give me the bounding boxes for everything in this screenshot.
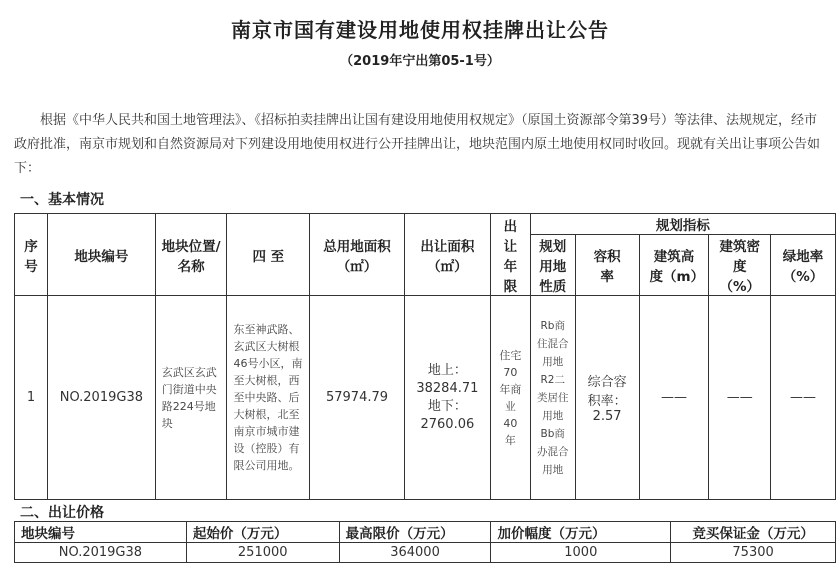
header-density: 建筑密度（%）: [709, 235, 771, 296]
price-header-max: 最高限价（万元）: [339, 522, 491, 543]
cell-term: 住宅70年商业40年: [490, 296, 530, 500]
cell-green: ——: [771, 296, 836, 500]
header-green: 绿地率（%）: [771, 235, 836, 296]
price-header-parcel-no: 地块编号: [15, 522, 187, 543]
header-location: 地块位置/名称: [155, 214, 227, 296]
cell-total-area: 57974.79: [310, 296, 405, 500]
page-title: 南京市国有建设用地使用权挂牌出让公告: [231, 18, 609, 42]
price-cell-parcel-no: NO.2019G38: [15, 543, 187, 563]
cell-land-use: Rb商住混合用地 R2二类居住用地 Bb商办混合用地: [530, 296, 575, 500]
header-term: 出让年限: [490, 214, 530, 296]
header-transfer-area: 出让面积（㎡）: [404, 214, 490, 296]
header-planning: 规划指标: [530, 214, 835, 235]
cell-seq: 1: [15, 296, 48, 500]
header-boundaries: 四 至: [227, 214, 310, 296]
basic-info-table: [14, 213, 836, 500]
table-row: [15, 543, 836, 563]
cell-far: 综合容积率：2.57: [575, 296, 639, 500]
price-header-start: 起始价（万元）: [186, 522, 339, 543]
price-cell-start: 251000: [186, 543, 339, 563]
page-subtitle: （2019年宁出第05-1号）: [340, 54, 500, 69]
price-cell-deposit: 75300: [671, 543, 836, 563]
header-far: 容积率: [575, 235, 639, 296]
cell-boundaries: 东至神武路、玄武区大树根46号小区，南至大树根，西至中央路、后大树根，北至南京市城市建设（控股）有限公司用地。: [227, 296, 310, 500]
cell-transfer-area: [404, 296, 490, 500]
header-parcel-no: 地块编号: [47, 214, 155, 296]
cell-location: 玄武区玄武门街道中央路224号地块: [155, 296, 227, 500]
transfer-area-above: 地上：38284.71: [416, 362, 479, 396]
cell-density: ——: [709, 296, 771, 500]
section-price: 二、出让价格: [20, 505, 104, 521]
cell-height: ——: [639, 296, 709, 500]
cell-parcel-no: NO.2019G38: [47, 296, 155, 500]
header-seq: 序号: [15, 214, 48, 296]
header-height: 建筑高度（m）: [639, 235, 709, 296]
header-total-area: 总用地面积（㎡）: [310, 214, 405, 296]
price-cell-max: 364000: [339, 543, 491, 563]
price-cell-increment: 1000: [491, 543, 671, 563]
intro-paragraph: 根据《中华人民共和国土地管理法》、《招标拍卖挂牌出让国有建设用地使用权规定》（原国土资源部令第39号）等法律、法规规定，经市政府批准，南京市规划和自然资源局对下列建设用地使用权进行公开挂牌出让，地块范围内原土地使用权同时收回。现就有关出让事项公告如下：: [14, 113, 821, 176]
table-row: [15, 296, 836, 500]
section-basic-info: 一、基本情况: [20, 192, 104, 208]
price-header-deposit: 竞买保证金（万元）: [671, 522, 836, 543]
price-table: [14, 521, 836, 563]
price-header-increment: 加价幅度（万元）: [491, 522, 671, 543]
transfer-area-below: 地下：2760.06: [420, 398, 475, 432]
header-land-use: 规划用地性质: [530, 235, 575, 296]
